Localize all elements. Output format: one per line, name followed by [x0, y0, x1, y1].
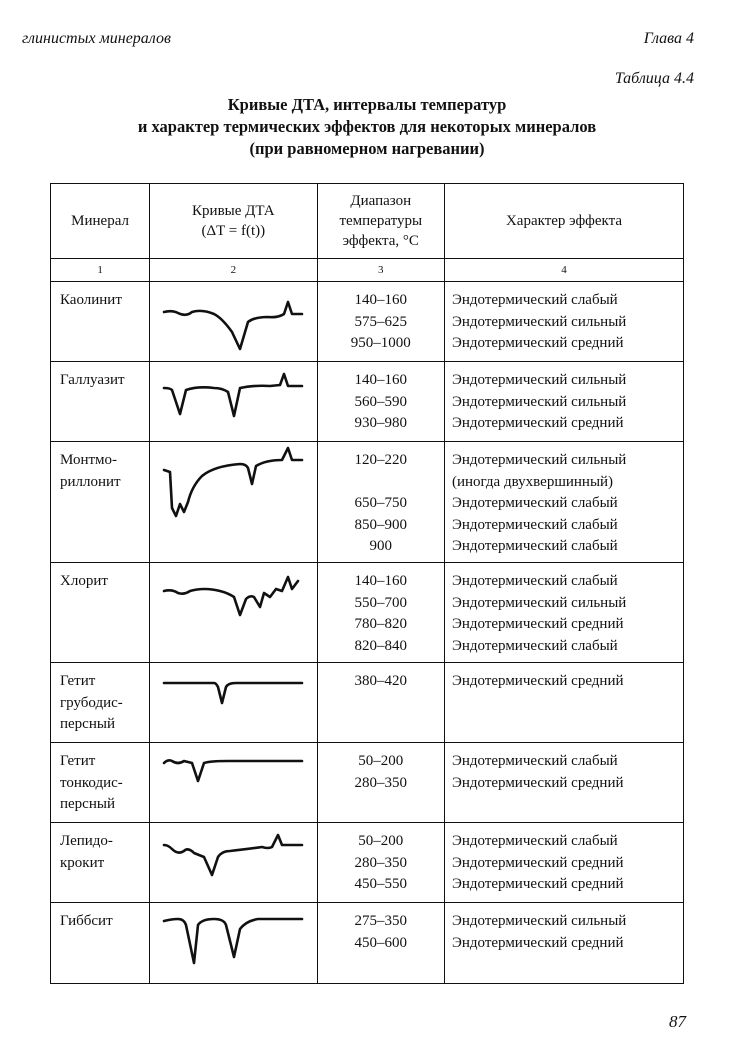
temperature-range — [318, 472, 444, 494]
title-line-2: и характер термических эффектов для некоторых минералов — [137, 117, 597, 136]
temperature-range: 140–160 — [354, 292, 407, 308]
mineral-cell — [51, 903, 150, 984]
effect-text: Эндотермический средний — [451, 673, 624, 689]
temperature-cell — [317, 823, 444, 903]
table-row — [51, 442, 684, 563]
effect-cell — [444, 823, 683, 903]
col-number: 2 — [150, 259, 317, 282]
temperature-range: 820–840 — [354, 637, 407, 654]
mineral-cell — [51, 362, 150, 442]
col-header-range-line: температуры — [339, 213, 423, 229]
effect-text: Эндотермический сильный — [451, 372, 627, 388]
title-line-3: (при равномерном нагревании) — [249, 139, 485, 158]
col-number: 4 — [444, 259, 683, 282]
col-header-range-line: Диапазон — [350, 193, 412, 209]
table-row — [51, 663, 684, 743]
effect-text: Эндотермический сильный — [451, 913, 627, 929]
running-header-chapter: Глава 4 — [643, 30, 694, 47]
effect-text: Эндотермический слабый — [451, 538, 618, 554]
dta-curve-halloysite — [158, 366, 308, 432]
page-number: 87 — [669, 1012, 686, 1031]
mineral-name: риллонит — [60, 473, 121, 490]
dta-curve-cell — [150, 823, 317, 903]
temperature-range: 140–160 — [354, 372, 407, 388]
temperature-range: 900 — [369, 538, 392, 554]
table-row — [51, 563, 684, 663]
table-row — [51, 362, 684, 442]
effect-text: (иногда двухвершинный) — [451, 473, 614, 490]
temperature-range: 50–200 — [358, 753, 404, 769]
effect-text: Эндотермический сильный — [451, 393, 627, 410]
col-header-effect: Характер эффекта — [444, 184, 683, 259]
mineral-name: Гиббсит — [60, 913, 113, 929]
effect-cell — [444, 743, 683, 823]
effect-text: Эндотермический слабый — [451, 573, 618, 589]
temperature-cell — [317, 743, 444, 823]
temperature-range: 450–600 — [354, 934, 407, 951]
mineral-cell — [51, 743, 150, 823]
mineral-name: Монтмо- — [60, 452, 118, 468]
mineral-cell — [51, 282, 150, 362]
mineral-cell — [51, 563, 150, 663]
effect-text: Эндотермический средний — [451, 415, 624, 431]
temperature-range: 780–820 — [354, 616, 407, 632]
dta-curve-goethite-fine — [158, 747, 308, 797]
mineral-name: Лепидо- — [60, 833, 113, 849]
col-header-curves-line: Кривые ДТА — [192, 203, 275, 219]
temperature-range: 575–625 — [354, 313, 407, 330]
mineral-name: Хлорит — [60, 573, 108, 589]
mineral-name: Каолинит — [60, 292, 122, 308]
col-header-curves — [150, 184, 317, 259]
title-line-1: Кривые ДТА, интервалы температур — [227, 95, 507, 114]
temperature-range: 275–350 — [354, 913, 407, 929]
col-header-range-line: эффекта, °С — [342, 233, 419, 249]
dta-curve-cell — [150, 362, 317, 442]
table-row — [51, 903, 684, 984]
effect-text: Эндотермический слабый — [451, 292, 618, 308]
effect-text: Эндотермический средний — [451, 774, 624, 791]
effect-cell — [444, 282, 683, 362]
dta-curve-cell — [150, 663, 317, 743]
temperature-cell — [317, 362, 444, 442]
effect-text: Эндотермический слабый — [451, 833, 618, 849]
mineral-name: тонкодис- — [60, 774, 123, 791]
effect-text: Эндотермический слабый — [451, 753, 618, 769]
mineral-name: Гетит — [60, 753, 96, 769]
col-header-curves-line: (ΔT = f(t)) — [201, 223, 266, 239]
effect-cell — [444, 563, 683, 663]
dta-curve-cell — [150, 903, 317, 984]
temperature-range: 850–900 — [354, 516, 407, 533]
temperature-range: 140–160 — [354, 573, 407, 589]
table-row — [51, 282, 684, 362]
effect-text: Эндотермический средний — [451, 934, 624, 951]
temperature-range: 280–350 — [354, 774, 407, 791]
mineral-name: персный — [60, 796, 115, 812]
effect-text: Эндотермический слабый — [451, 495, 618, 511]
effect-cell — [444, 362, 683, 442]
col-number: 3 — [317, 259, 444, 282]
running-header-left: глинистых минералов — [22, 30, 171, 47]
table-row — [51, 743, 684, 823]
dta-curve-kaolinite — [158, 286, 308, 352]
mineral-cell — [51, 442, 150, 563]
temperature-range: 650–750 — [354, 495, 407, 511]
temperature-range: 280–350 — [354, 854, 407, 871]
dta-curve-chlorite — [158, 567, 308, 633]
col-header-range — [317, 184, 444, 259]
temperature-range: 550–700 — [354, 594, 407, 611]
column-number-row — [51, 259, 684, 282]
temperature-range: 120–220 — [354, 452, 407, 468]
dta-curve-lepidocrocite — [158, 827, 308, 887]
mineral-name: Галлуазит — [60, 372, 125, 388]
mineral-name: персный — [60, 716, 115, 732]
effect-text: Эндотермический сильный — [451, 452, 627, 468]
dta-curve-cell — [150, 442, 317, 563]
table-row — [51, 823, 684, 903]
temperature-range: 450–550 — [354, 876, 407, 892]
temperature-range: 380–420 — [354, 673, 407, 689]
effect-cell — [444, 442, 683, 563]
effect-text: Эндотермический слабый — [451, 516, 618, 533]
temperature-cell — [317, 442, 444, 563]
effect-text: Эндотермический средний — [451, 616, 624, 632]
effect-text: Эндотермический слабый — [451, 637, 618, 654]
effect-text: Эндотермический средний — [451, 335, 624, 351]
header-row — [51, 184, 684, 259]
dta-curve-cell — [150, 563, 317, 663]
effect-text: Эндотермический средний — [451, 876, 624, 892]
temperature-range: 930–980 — [354, 415, 407, 431]
temperature-range: 950–1000 — [350, 335, 411, 351]
temperature-cell — [317, 663, 444, 743]
mineral-name: грубодис- — [60, 694, 123, 711]
effect-text: Эндотермический средний — [451, 854, 624, 871]
temperature-cell — [317, 563, 444, 663]
dta-curve-goethite-coarse — [158, 667, 308, 717]
effect-text: Эндотермический сильный — [451, 594, 627, 611]
effect-text: Эндотермический сильный — [451, 313, 627, 330]
dta-table — [50, 183, 684, 984]
table-label: Таблица 4.4 — [614, 70, 694, 87]
effect-cell — [444, 663, 683, 743]
temperature-cell — [317, 282, 444, 362]
dta-curve-montmorillonite — [158, 446, 308, 526]
dta-curve-cell — [150, 282, 317, 362]
mineral-cell — [51, 663, 150, 743]
table-title — [0, 94, 734, 160]
dta-curve-cell — [150, 743, 317, 823]
temperature-cell — [317, 903, 444, 984]
dta-curve-gibbsite — [158, 907, 308, 973]
mineral-name: крокит — [60, 854, 105, 871]
col-number: 1 — [51, 259, 150, 282]
temperature-range: 560–590 — [354, 393, 407, 410]
col-header-mineral: Минерал — [51, 184, 150, 259]
effect-cell — [444, 903, 683, 984]
mineral-name: Гетит — [60, 673, 96, 689]
temperature-range: 50–200 — [358, 833, 404, 849]
mineral-cell — [51, 823, 150, 903]
